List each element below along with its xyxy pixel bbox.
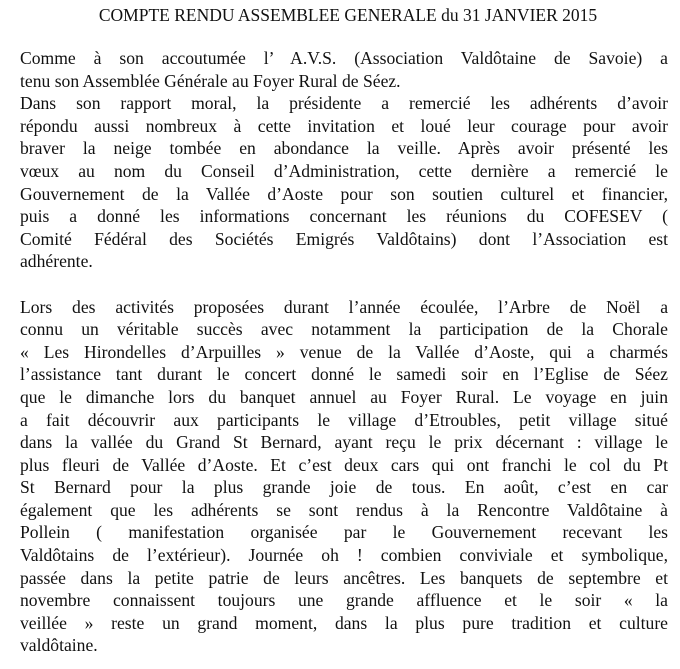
text-line: tenu son Assemblée Générale au Foyer Rural de Séez. bbox=[20, 70, 401, 91]
paragraph-intro bbox=[20, 47, 668, 92]
text-line: répondu aussi nombreux à cette invitation et loué leur courage pour avoir bbox=[20, 115, 668, 136]
text-line: dans la vallée du Grand St Bernard, ayant reçu le prix décernant : village le bbox=[20, 432, 668, 453]
text-line: a fait découvrir aux participants le village d’Etroubles, petit village situé bbox=[20, 409, 668, 430]
text-line: adhérente. bbox=[20, 251, 93, 272]
text-line: l’assistance tant durant le concert donné le samedi soir en l’Eglise de Séez bbox=[20, 364, 668, 385]
text-line: veillée » reste un grand moment, dans la plus pure tradition et culture bbox=[20, 612, 668, 633]
document-title: COMPTE RENDU ASSEMBLEE GENERALE du 31 JANVIER 2015 bbox=[98, 5, 598, 25]
text-line: valdôtaine. bbox=[20, 635, 98, 656]
text-line: passée dans la petite patrie de leurs ancêtres. Les banquets de septembre et bbox=[20, 567, 668, 588]
text-line: Comité Fédéral des Sociétés Emigrés Valdôtains) dont l’Association est bbox=[20, 228, 668, 249]
text-line: Pollein ( manifestation organisée par le Gouvernement recevant les bbox=[20, 522, 668, 543]
text-line: également que les adhérents se sont rendus à la Rencontre Valdôtaine à bbox=[20, 499, 668, 520]
text-line: Valdôtains de l’extérieur). Journée oh ! combien conviviale et symbolique, bbox=[20, 545, 668, 566]
text-line: que le dimanche lors du banquet annuel au Foyer Rural. Le voyage en juin bbox=[20, 386, 668, 407]
paragraph-rapport-moral bbox=[20, 92, 668, 273]
text-line: connu un véritable succès avec notamment la participation de la Chorale bbox=[20, 319, 668, 340]
text-line: braver la neige tombée en abondance la veille. Après avoir présenté les bbox=[20, 138, 668, 159]
text-line: novembre connaissent toujours une grande affluence et le soir « la bbox=[20, 590, 668, 611]
text-line: puis a donné les informations concernant les réunions du COFESEV ( bbox=[20, 206, 668, 227]
text-line: Gouvernement de la Vallée d’Aoste pour son soutien culturel et financier, bbox=[20, 183, 668, 204]
text-line: Comme à son accoutumée l’ A.V.S. (Association Valdôtaine de Savoie) a bbox=[20, 48, 668, 68]
text-line: vœux au nom du Conseil d’Administration, cette dernière a remercié le bbox=[20, 160, 668, 181]
text-line: « Les Hirondelles d’Arpuilles » venue de la Vallée d’Aoste, qui a charmés bbox=[20, 341, 668, 362]
text-line: Lors des activités proposées durant l’année écoulée, l’Arbre de Noël a bbox=[20, 296, 668, 317]
text-line: plus fleuri de Vallée d’Aoste. Et c’est deux cars qui ont franchi le col du Pt bbox=[20, 454, 668, 475]
text-line: Dans son rapport moral, la présidente a remercié les adhérents d’avoir bbox=[20, 93, 668, 114]
paragraph-activites bbox=[20, 296, 668, 658]
text-line: St Bernard pour la plus grande joie de tous. En août, c’est en car bbox=[20, 477, 668, 498]
